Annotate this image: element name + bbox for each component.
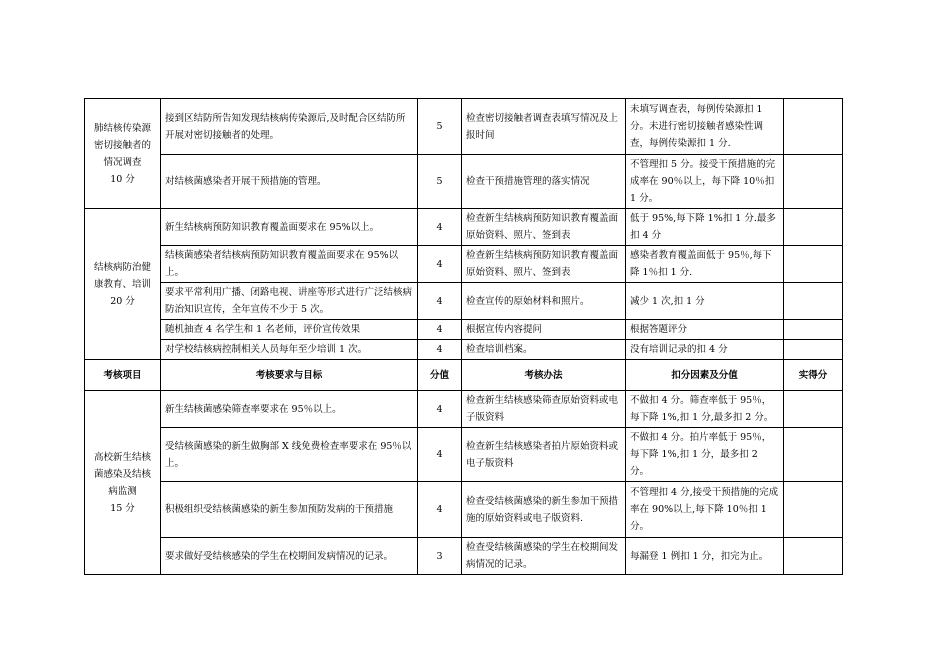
actual-score-cell[interactable] — [784, 428, 843, 482]
score-cell: 4 — [418, 320, 462, 340]
method-cell: 检查新生结核病预防知识教育覆盖面原始资料、照片、签到表 — [462, 246, 626, 283]
actual-score-cell[interactable] — [784, 391, 843, 428]
table-row — [85, 538, 843, 575]
method-cell: 检查新生结核感染筛查原始资料或电子版资料 — [462, 391, 626, 428]
actual-score-cell[interactable] — [784, 209, 843, 246]
table-row — [85, 482, 843, 538]
requirement-cell: 要求做好受结核感染的学生在校期间发病情况的记录。 — [161, 538, 418, 575]
requirement-cell: 积极组织受结核菌感染的新生参加预防发病的干预措施 — [161, 482, 418, 538]
method-cell: 检查新生结核病预防知识教育覆盖面原始资料、照片、签到表 — [462, 209, 626, 246]
header-item: 考核项目 — [85, 360, 161, 391]
header-actual-score: 实得分 — [784, 360, 843, 391]
requirement-cell: 结核菌感染者结核病预防知识教育覆盖面要求在 95%以上。 — [161, 246, 418, 283]
score-cell: 5 — [418, 155, 462, 209]
item-health-education: 结核病防治健 康教育、培训 20 分 — [85, 209, 161, 360]
table-row — [85, 428, 843, 482]
deduction-cell: 没有培训记录的扣 4 分 — [626, 340, 784, 360]
deduction-cell: 不管理扣 5 分。接受干预措施的完成率在 90％以上，每下降 10％扣 1 分。 — [626, 155, 784, 209]
deduction-cell: 减少 1 次,扣 1 分 — [626, 283, 784, 320]
method-cell: 检查培训档案。 — [462, 340, 626, 360]
deduction-cell: 不做扣 4 分。拍片率低于 95％，每下降 1%,扣 1 分，最多扣 2 分。 — [626, 428, 784, 482]
table-row — [85, 246, 843, 283]
score-cell: 4 — [418, 482, 462, 538]
method-cell: 检查受结核菌感染的新生参加干预措施的原始资料或电子版资料. — [462, 482, 626, 538]
header-requirement: 考核要求与目标 — [161, 360, 418, 391]
table-row — [85, 209, 843, 246]
header-method: 考核办法 — [462, 360, 626, 391]
header-score: 分值 — [418, 360, 462, 391]
actual-score-cell[interactable] — [784, 99, 843, 155]
score-cell: 5 — [418, 99, 462, 155]
score-cell: 4 — [418, 340, 462, 360]
actual-score-cell[interactable] — [784, 320, 843, 340]
deduction-cell: 每漏登 1 例扣 1 分，扣完为止。 — [626, 538, 784, 575]
table-row — [85, 340, 843, 360]
deduction-cell: 不管理扣 4 分,接受干预措施的完成率在 90%以上,每下降 10％扣 1 分。 — [626, 482, 784, 538]
assessment-table — [84, 98, 843, 575]
score-cell: 4 — [418, 283, 462, 320]
item-tb-contact-survey: 肺结核传染源 密切接触者的 情况调查 10 分 — [85, 99, 161, 209]
deduction-cell: 未填写调查表，每例传染源扣 1 分。未进行密切接触者感染性调查，每例传染源扣 1 分. — [626, 99, 784, 155]
table-row — [85, 320, 843, 340]
method-cell: 检查宣传的原始材料和照片。 — [462, 283, 626, 320]
score-cell: 4 — [418, 246, 462, 283]
method-cell: 检查新生结核感染者拍片原始资料或电子版资料 — [462, 428, 626, 482]
score-cell: 4 — [418, 209, 462, 246]
table-row — [85, 283, 843, 320]
requirement-cell: 受结核菌感染的新生做胸部 X 线免费检查率要求在 95％以上。 — [161, 428, 418, 482]
requirement-cell: 要求平常利用广播、闭路电视、讲座等形式进行广泛结核病防治知识宣传，全年宣传不少于 5 次。 — [161, 283, 418, 320]
deduction-cell: 根据答题评分 — [626, 320, 784, 340]
table-row — [85, 99, 843, 155]
requirement-cell: 新生结核病预防知识教育覆盖面要求在 95%以上。 — [161, 209, 418, 246]
score-cell: 4 — [418, 391, 462, 428]
requirement-cell: 对学校结核病控制相关人员每年至少培训 1 次。 — [161, 340, 418, 360]
score-cell: 4 — [418, 428, 462, 482]
deduction-cell: 感染者教育覆盖面低于 95％,每下降 1％扣 1 分. — [626, 246, 784, 283]
actual-score-cell[interactable] — [784, 340, 843, 360]
item-freshman-tb-monitoring: 高校新生结核 菌感染及结核 病监测 15 分 — [85, 391, 161, 575]
method-cell: 根据宣传内容提问 — [462, 320, 626, 340]
method-cell: 检查干预措施管理的落实情况 — [462, 155, 626, 209]
requirement-cell: 对结核菌感染者开展干预措施的管理。 — [161, 155, 418, 209]
actual-score-cell[interactable] — [784, 246, 843, 283]
actual-score-cell[interactable] — [784, 482, 843, 538]
deduction-cell: 低于 95%,每下降 1%扣 1 分.最多扣 4 分 — [626, 209, 784, 246]
deduction-cell: 不做扣 4 分。筛查率低于 95％，每下降 1%,扣 1 分,最多扣 2 分。 — [626, 391, 784, 428]
table-row — [85, 391, 843, 428]
method-cell: 检查密切接触者调查表填写情况及上报时间 — [462, 99, 626, 155]
method-cell: 检查受结核菌感染的学生在校期间发病情况的记录。 — [462, 538, 626, 575]
score-cell: 3 — [418, 538, 462, 575]
requirement-cell: 新生结核菌感染筛查率要求在 95％以上。 — [161, 391, 418, 428]
requirement-cell: 接到区结防所告知发现结核病传染源后,及时配合区结防所开展对密切接触者的处理。 — [161, 99, 418, 155]
header-deduction: 扣分因素及分值 — [626, 360, 784, 391]
actual-score-cell[interactable] — [784, 283, 843, 320]
table-row — [85, 155, 843, 209]
table-header-row — [85, 360, 843, 391]
actual-score-cell[interactable] — [784, 538, 843, 575]
actual-score-cell[interactable] — [784, 155, 843, 209]
requirement-cell: 随机抽查 4 名学生和 1 名老师，评价宣传效果 — [161, 320, 418, 340]
